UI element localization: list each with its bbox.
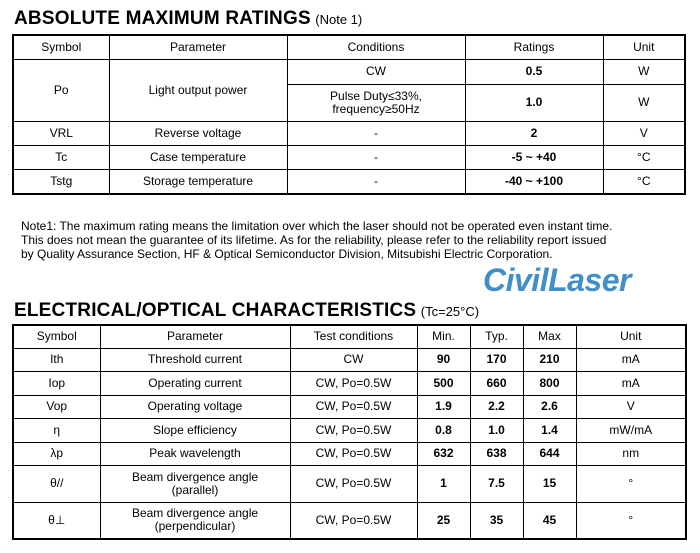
typ-cell: 660 (470, 371, 523, 395)
symbol-cell: Vop (13, 395, 100, 418)
parameter-line: (perpendicular) (154, 519, 236, 534)
unit-cell: V (603, 121, 685, 145)
max-cell: 15 (523, 465, 576, 502)
header-cell: Ratings (465, 35, 603, 59)
typ-cell: 35 (470, 502, 523, 539)
parameter-cell: Reverse voltage (109, 121, 287, 145)
header-cell: Parameter (109, 35, 287, 59)
symbol-cell: Tstg (13, 169, 109, 194)
condition-cell: - (287, 145, 465, 169)
table-row (13, 169, 685, 194)
unit-cell: nm (576, 442, 686, 465)
unit-cell: W (603, 84, 685, 121)
table-row (13, 121, 685, 145)
table-row (13, 442, 686, 465)
table-header-row (13, 325, 686, 348)
header-cell: Parameter (100, 325, 290, 348)
table-row (13, 395, 686, 418)
max-cell: 800 (523, 371, 576, 395)
rating-cell: -5 ~ +40 (465, 145, 603, 169)
unit-cell: mW/mA (576, 418, 686, 442)
table-row (13, 59, 685, 84)
abs-max-heading (14, 8, 362, 30)
table-row (13, 465, 686, 502)
typ-cell: 7.5 (470, 465, 523, 502)
symbol-cell: Tc (13, 145, 109, 169)
typ-cell: 1.0 (470, 418, 523, 442)
max-cell: 45 (523, 502, 576, 539)
symbol-cell: Ith (13, 348, 100, 371)
condition-cell (287, 84, 465, 121)
note1-line: This does not mean the guarantee of its lifetime. As for the reliability, please refer to the reliability report issued (21, 233, 607, 247)
rating-cell: 1.0 (465, 84, 603, 121)
eo-char-heading (14, 300, 479, 322)
header-cell: Symbol (13, 35, 109, 59)
condition-cell: CW, Po=0.5W (290, 502, 417, 539)
min-cell: 1.9 (417, 395, 470, 418)
condition-cell: CW (290, 348, 417, 371)
condition-cell: CW, Po=0.5W (290, 465, 417, 502)
symbol-cell: Po (13, 59, 109, 121)
condition-cell: CW (287, 59, 465, 84)
condition-cell: - (287, 169, 465, 194)
table-row (13, 418, 686, 442)
civillaser-logo: CivilLaser (483, 262, 631, 298)
parameter-cell (100, 465, 290, 502)
rating-cell: 0.5 (465, 59, 603, 84)
unit-cell: V (576, 395, 686, 418)
unit-cell: ° (576, 502, 686, 539)
symbol-cell: Iop (13, 371, 100, 395)
symbol-cell: θ// (13, 465, 100, 502)
unit-cell: W (603, 59, 685, 84)
table-row (13, 371, 686, 395)
parameter-cell: Peak wavelength (100, 442, 290, 465)
min-cell: 1 (417, 465, 470, 502)
note1-text (21, 219, 691, 261)
header-cell: Symbol (13, 325, 100, 348)
parameter-cell: Slope efficiency (100, 418, 290, 442)
min-cell: 632 (417, 442, 470, 465)
min-cell: 25 (417, 502, 470, 539)
abs-max-title: ABSOLUTE MAXIMUM RATINGS (14, 8, 311, 29)
symbol-cell: θ⊥ (13, 502, 100, 539)
unit-cell: °C (603, 145, 685, 169)
symbol-cell: η (13, 418, 100, 442)
condition-cell: CW, Po=0.5W (290, 395, 417, 418)
rating-cell: 2 (465, 121, 603, 145)
header-cell: Max (523, 325, 576, 348)
table-row (13, 348, 686, 371)
table-row (13, 502, 686, 539)
note1-line: by Quality Assurance Section, HF & Optical Semiconductor Division, Mitsubishi Electric Corporation. (21, 247, 553, 261)
max-cell: 1.4 (523, 418, 576, 442)
header-cell: Unit (576, 325, 686, 348)
max-cell: 210 (523, 348, 576, 371)
condition-line: Pulse Duty≤33%, (330, 88, 422, 103)
condition-cell: CW, Po=0.5W (290, 442, 417, 465)
parameter-cell (100, 502, 290, 539)
header-cell: Unit (603, 35, 685, 59)
symbol-cell: VRL (13, 121, 109, 145)
condition-cell: CW, Po=0.5W (290, 418, 417, 442)
parameter-cell: Light output power (109, 59, 287, 121)
eo-char-table (12, 324, 687, 540)
unit-cell: °C (603, 169, 685, 194)
condition-line: frequency≥50Hz (332, 101, 420, 116)
parameter-line: Beam divergence angle (131, 469, 259, 484)
typ-cell: 638 (470, 442, 523, 465)
unit-cell: mA (576, 348, 686, 371)
condition-cell: CW, Po=0.5W (290, 371, 417, 395)
typ-cell: 2.2 (470, 395, 523, 418)
parameter-cell: Operating current (100, 371, 290, 395)
note1-line: Note1: The maximum rating means the limitation over which the laser should not be operated even instant time. (21, 219, 613, 233)
max-cell: 2.6 (523, 395, 576, 418)
rating-cell: -40 ~ +100 (465, 169, 603, 194)
header-cell: Test conditions (290, 325, 417, 348)
table-row (13, 145, 685, 169)
parameter-line: Beam divergence angle (131, 506, 259, 521)
parameter-cell: Storage temperature (109, 169, 287, 194)
unit-cell: ° (576, 465, 686, 502)
min-cell: 90 (417, 348, 470, 371)
eo-char-title: ELECTRICAL/OPTICAL CHARACTERISTICS (14, 300, 417, 321)
abs-max-note: (Note 1) (315, 12, 363, 27)
typ-cell: 170 (470, 348, 523, 371)
parameter-cell: Threshold current (100, 348, 290, 371)
symbol-cell: λp (13, 442, 100, 465)
header-cell: Typ. (470, 325, 523, 348)
condition-cell: - (287, 121, 465, 145)
min-cell: 500 (417, 371, 470, 395)
parameter-cell: Case temperature (109, 145, 287, 169)
parameter-cell: Operating voltage (100, 395, 290, 418)
unit-cell: mA (576, 371, 686, 395)
min-cell: 0.8 (417, 418, 470, 442)
table-header-row (13, 35, 685, 59)
max-cell: 644 (523, 442, 576, 465)
eo-char-note: (Tc=25°C) (420, 304, 480, 319)
abs-max-table (12, 34, 686, 195)
parameter-line: (parallel) (171, 482, 219, 497)
header-cell: Min. (417, 325, 470, 348)
header-cell: Conditions (287, 35, 465, 59)
